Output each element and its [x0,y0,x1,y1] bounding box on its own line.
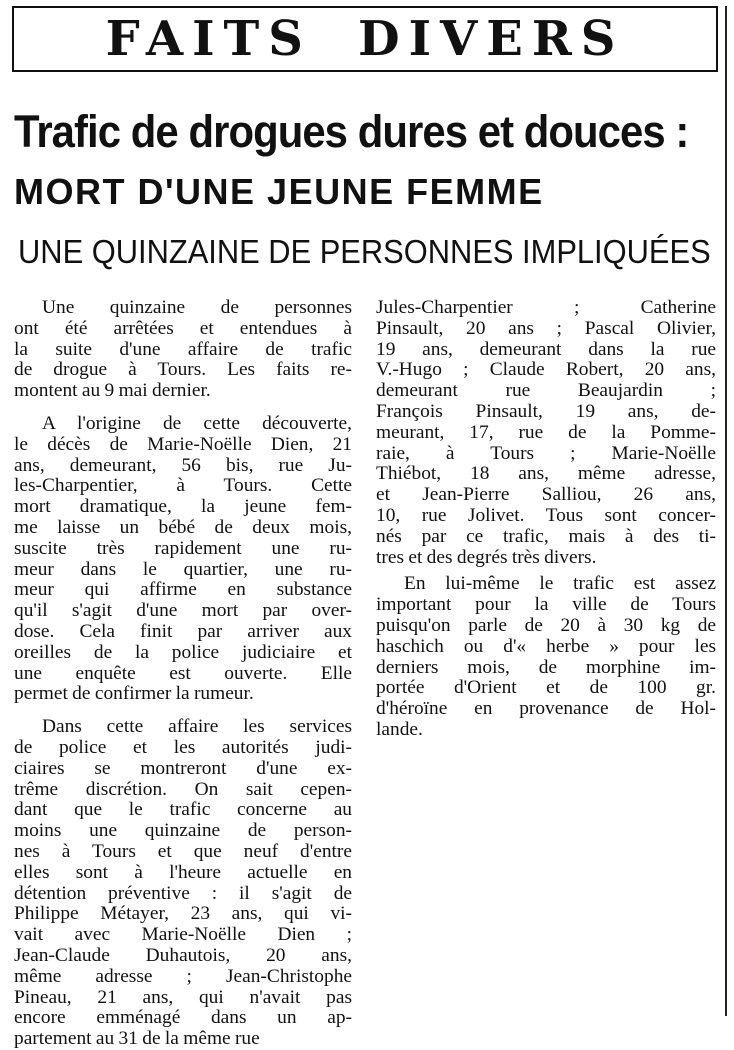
text-line: détention préventive : il s'agit de [14,882,352,904]
paragraph-4 [376,298,716,568]
text-line: meur dans le quartier, une ru- [14,558,352,580]
text-line: meurant, 17, rue de la Pomme- [376,421,716,443]
section-rubric [12,6,718,72]
text-line: ont été arrêtées et entendues à [14,317,352,339]
paragraph-3 [14,717,352,1050]
text-line: Jules-Charpentier ; Catherine [376,297,716,318]
headline-deck: UNE QUINZAINE DE PERSONNES IMPLIQUÉES [18,233,711,270]
text-line: Une quinzaine de personnes [42,297,352,318]
text-line: Jean-Claude Duhautois, 20 ans, [14,944,352,966]
text-line: meur qui affirme en substance [14,579,352,601]
rubric-word-divers: DIVERS [357,11,625,67]
text-line: portée d'Orient et de 100 gr. [376,677,716,699]
text-line: et Jean-Pierre Salliou, 26 ans, [376,484,716,506]
paragraph-2 [14,414,352,705]
text-line: Pineau, 21 ans, qui n'avait pas [14,986,352,1008]
rubric-word-faits: FAITS [105,11,312,67]
text-line: dose. Cela finit par arriver aux [14,620,352,642]
text-line: les-Charpentier, à Tours. Cette [14,475,352,497]
text-line: une enquête est ouverte. Elle [14,662,352,684]
text-line: ans, demeurant, 56 bis, rue Ju- [14,454,352,476]
text-line: important pour la ville de Tours [376,594,716,616]
text-line: puisqu'on parle de 20 à 30 kg de [376,614,716,636]
text-line: trême discrétion. On sait cepen- [14,778,352,800]
paragraph-1 [14,298,352,402]
article-column-right [376,298,716,741]
text-line: François Pinsault, 19 ans, de- [376,400,716,422]
text-line: de police et les autorités judi- [14,736,352,758]
text-line: montent au 9 mai dernier. [14,380,211,402]
text-line: V.-Hugo ; Claude Robert, 20 ans, [376,359,716,381]
text-line: Thiébot, 18 ans, même adresse, [376,463,716,485]
text-line: ciaires se montreront d'une ex- [14,757,352,779]
text-line: partement au 31 de la même rue [14,1028,260,1050]
text-line: lande. [376,718,423,740]
text-line: qu'il s'agit d'une mort par over- [14,600,352,622]
article-column-left [14,298,352,1050]
text-line: derniers mois, de morphine im- [376,656,716,678]
text-line: elles sont à l'heure actuelle en [14,861,352,883]
text-line: oreilles de la police judiciaire et [14,641,352,663]
text-line: dant que le trafic concerne au [14,799,352,821]
text-line: moins une quinzaine de person- [14,820,352,842]
text-line: Philippe Métayer, 23 ans, qui vi- [14,903,352,925]
text-line: de drogue à Tours. Les faits re- [14,359,352,381]
text-line: nés par ce trafic, mais à des ti- [376,525,716,547]
text-line: tres et des degrés très divers. [376,546,597,568]
text-line: Pinsault, 20 ans ; Pascal Olivier, [376,317,716,339]
text-line: demeurant rue Beaujardin ; [376,380,716,402]
text-line: même adresse ; Jean-Christophe [14,965,352,987]
text-line: la suite d'une affaire de trafic [14,338,352,360]
text-line: En lui-même le trafic est assez [404,573,716,595]
column-rule [725,6,727,1016]
text-line: encore emménagé dans un ap- [14,1007,352,1029]
text-line: 19 ans, demeurant dans la rue [376,338,716,360]
text-line: A l'origine de cette découverte, [42,412,352,434]
text-line: vait avec Marie-Noëlle Dien ; [14,924,352,946]
text-line: 10, rue Jolivet. Tous sont concer- [376,504,716,526]
text-line: permet de confirmer la rumeur. [14,683,254,705]
text-line: haschich ou d'« herbe » pour les [376,635,716,657]
paragraph-5 [376,574,716,740]
text-line: suscite très rapidement une ru- [14,537,352,559]
headline-subtitle: MORT D'UNE JEUNE FEMME [14,171,544,212]
text-line: raie, à Tours ; Marie-Noëlle [376,442,716,464]
text-line: d'héroïne en provenance de Hol- [376,698,716,720]
text-line: le décès de Marie-Noëlle Dien, 21 [14,433,352,455]
text-line: Dans cette affaire les services [42,716,352,738]
text-line: nes à Tours et que neuf d'entre [14,840,352,862]
text-line: me laisse un bébé de deux mois, [14,516,352,538]
text-line: mort dramatique, la jeune fem- [14,496,352,518]
headline-title: Trafic de drogues dures et douces : [14,106,689,157]
